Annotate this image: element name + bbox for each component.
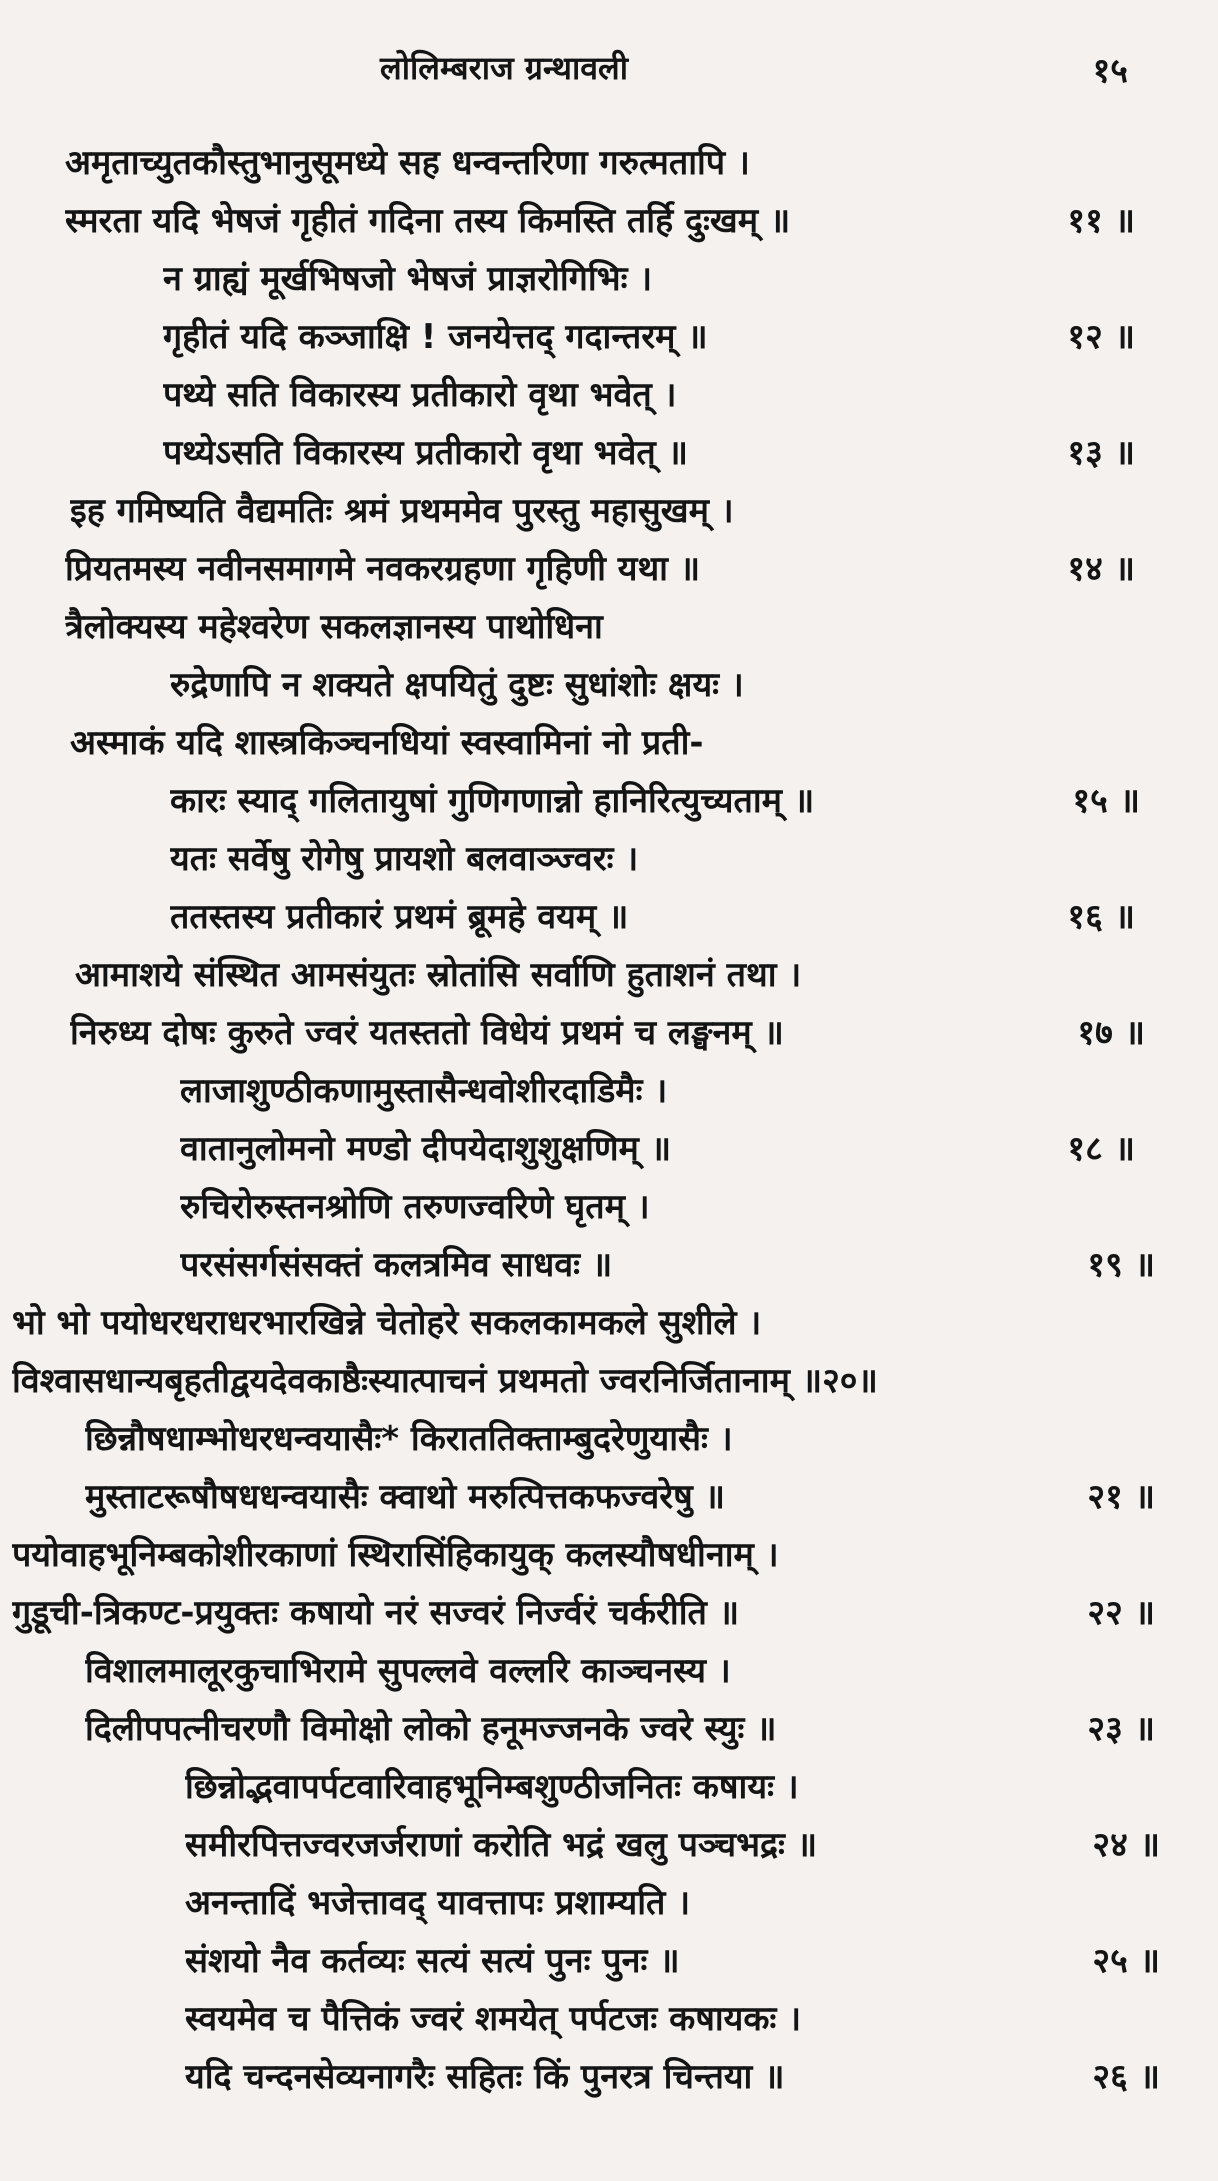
verse-line (12, 1353, 1172, 1409)
verse-number: १९ ॥ (1087, 1245, 1155, 1285)
verse-line (185, 1991, 1045, 2047)
verse-text: लाजाशुण्ठीकणामुस्तासैन्धवोशीरदाडिमैः । (180, 1071, 668, 1111)
verse-number: १६ ॥ (1067, 897, 1135, 937)
verse-line (170, 657, 1050, 713)
verse-text: वातानुलोमनो मण्डो दीपयेदाशुशुक्षणिम् ॥ (180, 1129, 672, 1169)
verse-line (163, 425, 1135, 481)
verse-text: पथ्येऽसति विकारस्य प्रतीकारो वृथा भवेत् ॥ (163, 433, 689, 473)
verse-text: ततस्तस्य प्रतीकारं प्रथमं ब्रूमहे वयम् ॥ (170, 897, 629, 937)
verse-text: स्वयमेव च पैत्तिकं ज्वरं शमयेत् पर्पटजः कषायकः । (185, 1999, 802, 2039)
verse-line (180, 1121, 1135, 1177)
verse-number: १५ ॥ (1072, 781, 1140, 821)
verse-text: समीरपित्तज्वरजर्जराणां करोति भद्रं खलु पञ्चभद्रः ॥ (185, 1825, 818, 1865)
verse-text: विश्वासधान्यबृहतीद्वयदेवकाष्ठैःस्यात्पाचनं प्रथमतो ज्वरनिर्जितानाम् ॥२०॥ (12, 1361, 878, 1401)
verse-text: गुडूची-त्रिकण्ट-प्रयुक्तः कषायो नरं सज्वरं निर्ज्वरं चर्करीति ॥ (12, 1593, 740, 1633)
verse-text: त्रैलोक्यस्य महेश्वरेण सकलज्ञानस्य पाथोधिना (65, 607, 603, 647)
verse-line (185, 1759, 1055, 1815)
verse-line (12, 1295, 1112, 1351)
verse-text: प्रियतमस्य नवीनसमागमे नवकरग्रहणा गृहिणी यथा ॥ (65, 549, 701, 589)
verse-number: २५ ॥ (1092, 1941, 1160, 1981)
verse-number: १७ ॥ (1077, 1013, 1145, 1053)
verse-line (170, 773, 1140, 829)
verse-line (185, 2049, 1160, 2105)
verse-text: रुचिरोरुस्तनश्रोणि तरुणज्वरिणे घृतम् । (180, 1187, 650, 1227)
verse-text: यदि चन्दनसेव्यनागरैः सहितः किं पुनरत्र चिन्तया ॥ (185, 2057, 785, 2097)
verse-text: परसंसर्गसंसक्तं कलत्रमिव साधवः ॥ (180, 1245, 613, 1285)
verse-text: मुस्ताटरूषौषधधन्वयासैः क्वाथो मरुत्पित्तकफज्वरेषु ॥ (85, 1477, 725, 1517)
verse-line (65, 541, 1135, 597)
verse-line (85, 1411, 1045, 1467)
verse-text: छिन्नोद्भवापर्पटवारिवाहभूनिम्बशुण्ठीजनितः कषायः । (185, 1767, 799, 1807)
verse-text: पथ्ये सति विकारस्य प्रतीकारो वृथा भवेत् । (163, 375, 677, 415)
verse-number: २२ ॥ (1087, 1593, 1155, 1633)
verse-text: दिलीपपत्नीचरणौ विमोक्षो लोको हनूमज्जनके ज्वरे स्युः ॥ (85, 1709, 777, 1749)
verse-number: १२ ॥ (1067, 317, 1135, 357)
verse-line (180, 1237, 1155, 1293)
verse-number: २३ ॥ (1087, 1709, 1155, 1749)
verse-line (163, 309, 1135, 365)
verse-line (163, 251, 1043, 307)
verse-number: ११ ॥ (1067, 201, 1135, 241)
verse-line (185, 1817, 1160, 1873)
verse-text: विशालमालूरकुचाभिरामे सुपल्लवे वल्लरि काञ्चनस्य । (85, 1651, 731, 1691)
verse-line (12, 1527, 1042, 1583)
verse-line (85, 1469, 1155, 1525)
verse-line (65, 135, 1035, 191)
verse-text: स्मरता यदि भेषजं गृहीतं गदिना तस्य किमस्ति तर्हि दुःखम् ॥ (65, 201, 791, 241)
verse-text: यतः सर्वेषु रोगेषु प्रायशो बलवाञ्ज्वरः । (170, 839, 639, 879)
verse-text: अस्माकं यदि शास्त्रकिञ्चनधियां स्वस्वामिनां नो प्रती- (70, 723, 704, 763)
verse-text: अमृताच्युतकौस्तुभानुसूमध्ये सह धन्वन्तरिणा गरुत्मतापि । (65, 143, 750, 183)
verse-line (163, 367, 1043, 423)
verse-number: २१ ॥ (1087, 1477, 1155, 1517)
verse-line (70, 483, 1030, 539)
verse-text: पयोवाहभूनिम्बकोशीरकाणां स्थिरासिंहिकायुक् कलस्यौषधीनाम् । (12, 1535, 779, 1575)
verse-text: कारः स्याद् गलितायुषां गुणिगणान्नो हानिरित्युच्यताम् ॥ (170, 781, 815, 821)
verse-text: इह गमिष्यति वैद्यमतिः श्रमं प्रथममेव पुरस्तु महासुखम् । (70, 491, 734, 531)
verse-line (185, 1933, 1160, 1989)
verse-number: १८ ॥ (1067, 1129, 1135, 1169)
verse-line (170, 831, 1050, 887)
verse-line (185, 1875, 1045, 1931)
verse-line (65, 193, 1135, 249)
verse-number: २४ ॥ (1092, 1825, 1160, 1865)
verse-number: १३ ॥ (1067, 433, 1135, 473)
verse-line (12, 1585, 1155, 1641)
verse-line (75, 947, 1075, 1003)
verse-line (70, 1005, 1145, 1061)
verse-line (85, 1701, 1155, 1757)
verse-line (180, 1063, 1030, 1119)
verse-number: १४ ॥ (1067, 549, 1135, 589)
verse-text: गृहीतं यदि कञ्जाक्षि ! जनयेत्तद् गदान्तरम् ॥ (163, 317, 708, 357)
verse-line (70, 715, 1070, 771)
verse-text: न ग्राह्यं मूर्खभिषजो भेषजं प्राज्ञरोगिभिः । (163, 259, 653, 299)
running-title: लोलिम्बराज ग्रन्थावली (380, 49, 629, 87)
verse-text: भो भो पयोधरधराधरभारखिन्ने चेतोहरे सकलकामकले सुशीले । (12, 1303, 762, 1343)
verse-line (85, 1643, 1055, 1699)
verse-text: अनन्तादिं भजेत्तावद् यावत्तापः प्रशाम्यति । (185, 1883, 691, 1923)
page-number: १५ (1092, 51, 1128, 91)
verse-text: संशयो नैव कर्तव्यः सत्यं सत्यं पुनः पुनः ॥ (185, 1941, 680, 1981)
verse-line (65, 599, 1065, 655)
verse-line (180, 1179, 1030, 1235)
page-header (0, 40, 1218, 100)
verse-number: २६ ॥ (1092, 2057, 1160, 2097)
verse-line (170, 889, 1135, 945)
verse-text: आमाशये संस्थित आमसंयुतः स्रोतांसि सर्वाणि हुताशनं तथा । (75, 955, 802, 995)
verse-text: निरुध्य दोषः कुरुते ज्वरं यतस्ततो विधेयं प्रथमं च लङ्घनम् ॥ (70, 1013, 784, 1053)
verse-text: छिन्नौषधाम्भोधरधन्वयासैः* किराततिक्ताम्बुदरेणुयासैः । (85, 1419, 733, 1459)
verse-text: रुद्रेणापि न शक्यते क्षपयितुं दुष्टः सुधांशोः क्षयः । (170, 665, 744, 705)
